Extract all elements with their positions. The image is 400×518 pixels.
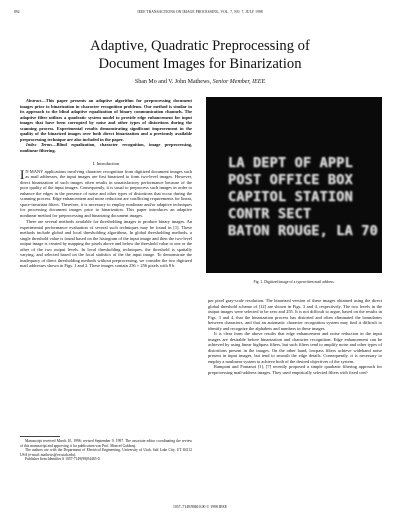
figure-text-line-4: CONTR SECT <box>228 206 312 222</box>
right-paragraph-1: per pixel gray-scale resolution. The binarized version of these images obtained using the direct global threshold scheme of [12] are shown in Figs. 3 and 4, respectively. The two levels in the output images were selected to be zero and 255. It is not difficult to argue, based on the results in Figs. 3 and 4, that the binarization process has distorted and often eliminated the boundaries between characters, and that an automatic character recognition system may find it difficult to identify and recognize the alphabets and numbers in these images. <box>208 298 382 331</box>
page-number: 892 <box>14 10 20 14</box>
intro-lead: N MANY <box>25 168 44 174</box>
figure-text-line-1: LA DEPT OF APPL <box>228 155 353 171</box>
intro-text-1: applications involving character recognition from digitized document images such as mail addresses, the input images are first binarized to form two-level images. However, direct binarization of such images often results in unsatisfactory performance because of the poor quality of the input images. Consequently, it is usual to preprocess such images in order to enhance the edges in the presence of noise and other types of distortions that occur during the scanning process. Edge enhancement and noise reduction are conflicting requirements for linear, space-invariant filters. Therefore, it is necessary to employ nonlinear and/or adaptive techniques for processing document images prior to binarization. This paper introduces an adaptive nonlinear method for preprocessing and binarizing document images. <box>20 168 193 218</box>
journal-header: IEEE TRANSACTIONS ON IMAGE PROCESSING, VOL. 7, NO. 7, JULY 1998 <box>137 10 263 14</box>
right-paragraph-3: Ramponi and Fontanot [1], [7] recently proposed a simple quadratic filtering approach for preprocessing mail-address images. They used empirically selected filters with fixed coef- <box>208 364 382 375</box>
intro-paragraph-2: There are several methods available for thresholding images to produce binary images. An experimental performance evaluation of several such techniques may be found in [1]. These methods include global and local thresholding algorithms. In global thresholding methods, a single threshold value is found based on the histogram of the input image and then the two-level output image is created by mapping the pixels above and below the threshold value to one or the other of the two output levels. In local thresholding techniques, the threshold is spatially varying, and selected based on the local statistics of the the input image. To demonstrate the inadequacy of direct thresholding methods without preprocessing, we consider the two digitized mail addresses shown in Figs. 1 and 2. These images contain 256 × 256 pixels with 8 b <box>20 219 192 268</box>
figure-text-line-2: POST OFFICE BOX <box>228 172 353 188</box>
title-line-1: Adaptive, Quadratic Preprocessing of <box>90 38 310 54</box>
drop-cap: I <box>20 166 25 182</box>
figure-caption: Fig. 1. Digitized image of a typewritten mail address. <box>253 280 335 284</box>
footnote-received: Manuscript received March 10, 1996; revised September 9, 1997. The associate editor coordinating the review of this manuscript and approving it for publication was Prof. Moncef Gabbouj. <box>20 439 192 448</box>
abstract-text: This paper presents an adaptive algorithm for preprocessing document images prior to binarization in character recognition problems. Our method is similar in its approach to the blind adaptive equalization of binary communication channels. The adaptive filter utilizes a quadratic system model to provide edge enhancement for input images that have been corrupted by noise and other types of distortions during the scanning process. Experimental results demonstrating significant improvement in the quality of the binarized images over both direct binarization and a previously available preprocessing technique are also included in the paper. <box>20 98 192 142</box>
index-terms-text: Blind equalization, character recognition, image preprocessing, nonlinear filtering. <box>20 142 192 153</box>
figure-text-line-5: BATON ROUGE, LA 70 <box>228 223 378 239</box>
title-line-2: Document Images for Binarization <box>98 56 302 72</box>
right-column <box>208 298 382 375</box>
author-affiliation: Senior Member, IEEE <box>212 79 266 85</box>
index-terms-lead: Index Terms— <box>26 142 57 147</box>
abstract-lead: Abstract— <box>26 98 46 103</box>
author-line <box>10 79 390 85</box>
index-terms <box>20 142 192 153</box>
footnote-rule <box>20 436 60 437</box>
intro-paragraph-1 <box>20 166 193 219</box>
figure-mail-address-image <box>206 97 382 273</box>
abstract <box>20 98 192 142</box>
paper-title <box>10 37 390 73</box>
footnote-affiliation: The authors are with the Department of Electrical Engineering, University of Utah, Salt Lake City, UT 84112 USA (e-mail: mathews@ee.utah.edu). <box>20 448 192 457</box>
section-heading: I. Introduction <box>92 161 120 166</box>
right-paragraph-2: It is clear from the above results that edge enhancement and noise reduction in the input images are desirable before binarization and character recognition. Edge enhancement can be achieved by using linear highpass filters, but such filters tend to amplify noise and other types of distortions present in the images. On the other hand, lowpass filters achieve wideband noise present in input images, but tend to smooth the edge details. Consequently, it is necessary to employ a nonlinear system to achieve both of the desired objectives of the system. <box>208 331 382 364</box>
left-column <box>20 98 192 269</box>
author-names: Shan Mo and V. John Mathews, <box>134 79 212 85</box>
figure-text-line-3: CAPITOL STATION <box>228 189 353 205</box>
footnote-identifier: Publisher Item Identifier S 1057-7149(98)04465-0. <box>25 457 101 461</box>
copyright-footer: 1057–7149/98$10.00 © 1998 IEEE <box>173 505 227 509</box>
footnote <box>20 439 192 462</box>
